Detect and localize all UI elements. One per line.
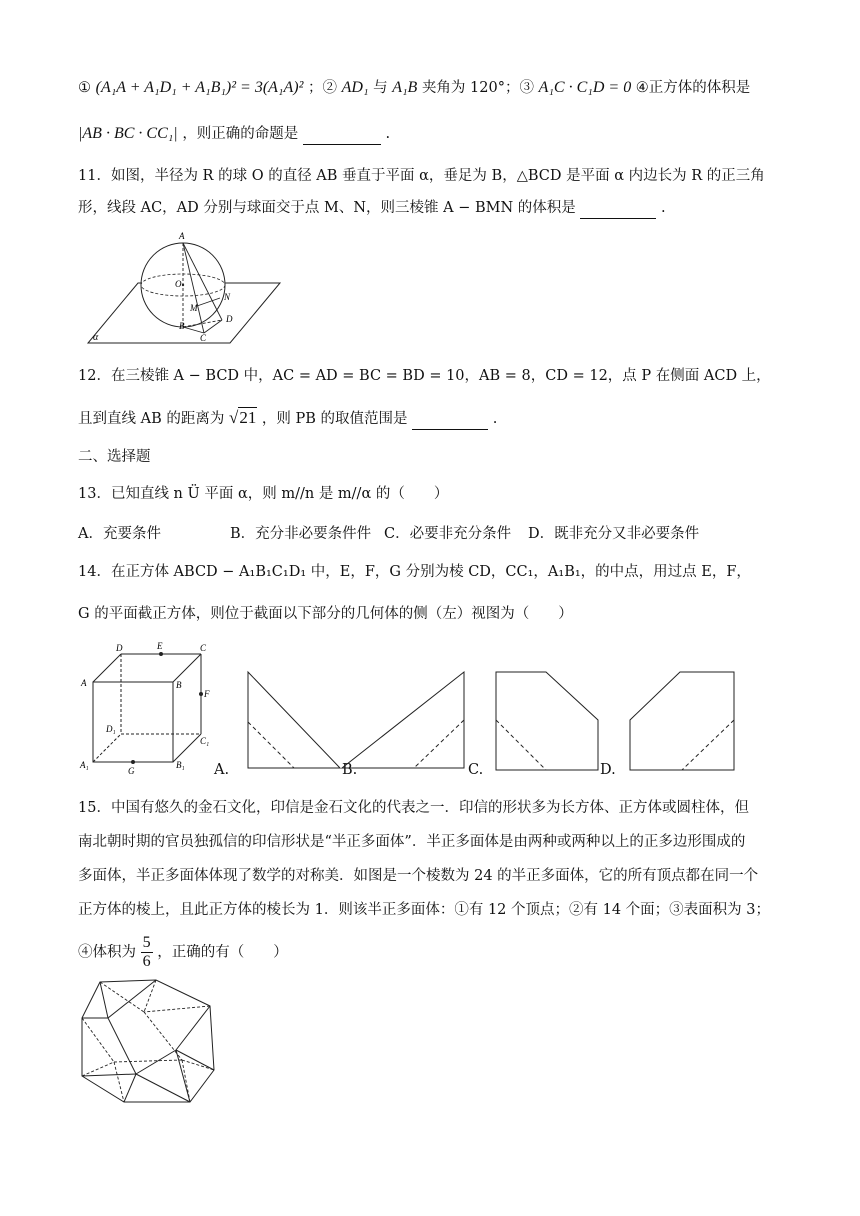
q11-label-M: M xyxy=(190,303,198,313)
q14-line1: 14．在正方体 ABCD − A₁B₁C₁D₁ 中，E，F，G 分别为棱 CD，CC₁，A₁B₁，的中点，用过点 E，F， xyxy=(78,564,751,580)
q10-mid2: 与 xyxy=(373,80,388,96)
q14-option-b-label[interactable]: B. xyxy=(342,762,358,778)
q15-line4: 正方体的棱上，且此正方体的棱长为 1．则该半正多面体：①有 12 个顶点；②有 14 个面；③表面积为 3； xyxy=(78,902,771,918)
q11-line1: 11．如图，半径为 R 的球 O 的直径 AB 垂直于平面 α，垂足为 B，△BCD 是平面 α 内边长为 R 的正三角 xyxy=(78,168,765,184)
q12-line2 xyxy=(78,408,497,430)
cube-label-D1: D₁ xyxy=(106,724,116,734)
q13-option-d[interactable]: D．既非充分又非必要条件 xyxy=(528,526,700,542)
q15-line3: 多面体，半正多面体体现了数学的对称美．如图是一个棱数为 24 的半正多面体，它的所有顶点都在同一个 xyxy=(78,868,759,884)
q10-line1 xyxy=(78,78,750,98)
q10-line2 xyxy=(78,124,390,145)
q14-option-b-figure[interactable] xyxy=(340,670,466,770)
q15-polyhedron-figure xyxy=(78,978,224,1104)
q11-label-C: C xyxy=(200,333,207,343)
cube-label-C: C xyxy=(200,643,207,653)
q12-line2a: 且到直线 AB 的距离为 xyxy=(78,411,225,427)
cube-label-D: D xyxy=(116,643,123,653)
section-heading: 二、选择题 xyxy=(78,449,151,465)
q14-option-a-label[interactable]: A. xyxy=(214,762,230,778)
q11-label-O: O xyxy=(175,279,182,289)
q10-sep1: ；② xyxy=(308,80,337,96)
q15-frac-denominator: 6 xyxy=(142,953,151,970)
cube-label-G: G xyxy=(128,766,135,774)
q10-mid4: ④正方体的体积是 xyxy=(635,80,751,96)
q10-expr1: (A₁A + A₁D₁ + A₁B₁)² = 3(A₁A)² xyxy=(95,79,304,96)
q14-option-c-figure[interactable] xyxy=(494,670,600,772)
q15-line1: 15．中国有悠久的金石文化，印信是金石文化的代表之一．印信的形状多为长方体、正方体或圆柱体，但 xyxy=(78,800,749,816)
q12-sqrt-radicand: 21 xyxy=(239,408,257,427)
cube-label-F: F xyxy=(204,689,210,699)
q12-end: . xyxy=(492,411,498,427)
q14-option-d-figure[interactable] xyxy=(628,670,736,772)
q11-label-N: N xyxy=(224,292,231,302)
q10-tail: ，则正确的命题是 xyxy=(182,126,299,142)
q10-expr3: A₁C · C₁D = 0 xyxy=(538,79,632,96)
q10-expr4: |AB · BC · CC₁| xyxy=(78,125,178,142)
q14-cube-figure xyxy=(78,640,218,774)
q11-label-D: D xyxy=(226,314,233,324)
q11-answer-blank[interactable] xyxy=(580,198,656,219)
q11-label-alpha: α xyxy=(93,332,99,343)
q10-expr2b: A₁B xyxy=(392,79,418,96)
q14-option-c-label[interactable]: C. xyxy=(468,762,484,778)
q11-sphere-figure xyxy=(80,228,290,350)
cube-label-C1: C₁ xyxy=(200,736,210,746)
q11-label-B: B xyxy=(179,321,185,331)
q12-sqrt: √21 xyxy=(228,408,257,427)
q11-end: . xyxy=(661,200,666,216)
q13-option-a[interactable]: A．充要条件 xyxy=(78,526,161,542)
q10-expr2a: AD₁ xyxy=(341,79,369,96)
q15-line5 xyxy=(78,934,288,976)
cube-label-B1: B₁ xyxy=(176,760,185,770)
q10-end: . xyxy=(385,126,391,142)
q11-label-A: A xyxy=(179,231,185,241)
cube-label-B: B xyxy=(176,680,182,690)
q10-item1-marker: ① xyxy=(78,80,91,96)
cube-label-E: E xyxy=(157,641,163,651)
q10-answer-blank[interactable] xyxy=(303,124,381,145)
q15-line2: 南北朝时期的官员独孤信的印信形状是“半正多面体”．半正多面体是由两种或两种以上的正多边形围成的 xyxy=(78,834,746,850)
q15-line5b: ，正确的有（ ） xyxy=(157,944,288,961)
q14-line2: G 的平面截正方体，则位于截面以下部分的几何体的侧（左）视图为（ ） xyxy=(78,606,573,622)
q13-stem: 13．已知直线 n Ü 平面 α，则 m//n 是 m//α 的（ ） xyxy=(78,486,449,502)
q12-line1: 12．在三棱锥 A − BCD 中，AC = AD = BC = BD = 10，AB = 8，CD = 12，点 P 在侧面 ACD 上， xyxy=(78,368,771,384)
q12-answer-blank[interactable] xyxy=(412,409,488,430)
q10-mid2b: 夹角为 120°；③ xyxy=(421,80,534,96)
q15-frac-numerator: 5 xyxy=(142,934,151,951)
q12-line2b: ，则 PB 的取值范围是 xyxy=(261,411,408,427)
q13-option-b[interactable]: B．充分非必要条件件 xyxy=(230,526,372,542)
cube-label-A1: A₁ xyxy=(80,760,89,770)
q15-fraction xyxy=(141,934,153,971)
q14-option-a-figure[interactable] xyxy=(246,670,342,770)
cube-label-A: A xyxy=(81,678,87,688)
q11-line2-text: 形，线段 AC，AD 分别与球面交于点 M、N，则三棱锥 A − BMN 的体积是 xyxy=(78,200,576,216)
q14-option-d-label[interactable]: D. xyxy=(600,762,616,778)
q11-line2 xyxy=(78,198,666,219)
q15-line5a: ④体积为 xyxy=(78,944,136,961)
q13-option-c[interactable]: C．必要非充分条件 xyxy=(384,526,512,542)
